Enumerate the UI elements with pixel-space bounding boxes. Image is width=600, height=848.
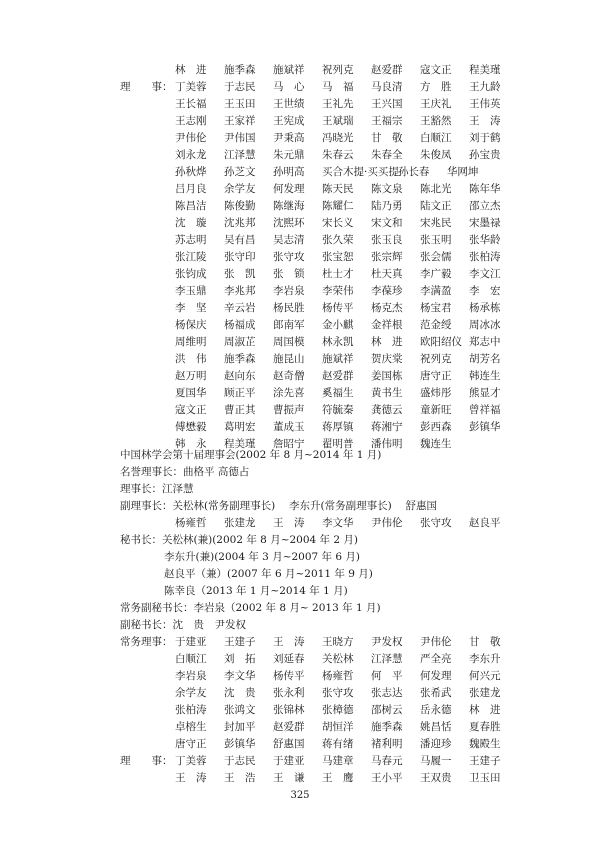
- member-name: 王 涛: [469, 115, 501, 127]
- member-name: 金祥根: [371, 319, 403, 331]
- member-name: 李 坚: [175, 302, 207, 314]
- member-name: 郎南军: [273, 319, 305, 331]
- member-name: 刘于鹤: [469, 132, 501, 144]
- member-name: 韩 永: [175, 438, 207, 450]
- member-name: 胡芳名: [469, 353, 501, 365]
- name-row: [0, 249, 600, 266]
- member-name: 林 进: [371, 336, 403, 348]
- member-name: 杨福成: [224, 319, 256, 331]
- row-label: 理 事：: [120, 81, 173, 93]
- member-name: 张守攻: [322, 687, 354, 699]
- member-name: 彭镇华: [469, 421, 501, 433]
- member-name: 岳永德: [420, 704, 452, 716]
- member-name: 盛炜彤: [420, 387, 452, 399]
- name-row: [0, 181, 600, 198]
- member-name: 王玉田: [224, 98, 256, 110]
- member-name: 马履一: [420, 755, 452, 767]
- member-name: 唐守正: [420, 370, 452, 382]
- member-name: 李葆珍: [371, 285, 403, 297]
- name-row: [0, 215, 600, 232]
- member-name: 施斌祥: [273, 64, 305, 76]
- member-name: 周淑芷: [224, 336, 256, 348]
- name-row: [0, 419, 600, 436]
- member-name: 符毓秦: [322, 404, 354, 416]
- member-name: 陆文正: [420, 200, 452, 212]
- name-row: [0, 736, 600, 753]
- member-name: 杨民胜: [273, 302, 305, 314]
- member-name: 夏春胜: [469, 721, 501, 733]
- member-name: 魏殿生: [469, 738, 501, 750]
- member-name: 董成玉: [273, 421, 305, 433]
- member-name: 孙芝文: [224, 166, 256, 178]
- member-name: 周维明: [175, 336, 207, 348]
- member-name: 曹正其: [224, 404, 256, 416]
- member-name: 李广毅: [420, 268, 452, 280]
- name-row: [0, 385, 600, 402]
- member-name: 杨保庆: [175, 319, 207, 331]
- member-name: 彭西森: [420, 421, 452, 433]
- member-name: 葛明宏: [224, 421, 256, 433]
- member-name: 何兴元: [469, 670, 501, 682]
- member-name: 宋兆民: [420, 217, 452, 229]
- member-name: 卫玉田: [469, 772, 501, 784]
- member-name: 周冰冰: [469, 319, 501, 331]
- member-name: 买合木提·买买提: [322, 166, 399, 178]
- secretary-general-term-3: 赵良平（兼）(2007 年 6 月~2011 年 9 月): [164, 568, 373, 580]
- member-name: 李文华: [224, 670, 256, 682]
- member-name: 刘 拓: [224, 653, 256, 665]
- secretary-general-term-4: 陈幸良（2013 年 1 月~2014 年 1 月): [164, 585, 348, 597]
- member-name: 陈年华: [469, 183, 501, 195]
- honorary-chairman-line: 名誉理事长：曲格平 高德占: [120, 466, 250, 478]
- member-name: 寇文正: [420, 64, 452, 76]
- member-name: 李兆邦: [224, 285, 256, 297]
- name-row: [0, 702, 600, 719]
- name-row: [0, 368, 600, 385]
- member-name: 王福宗: [371, 115, 403, 127]
- name-row: [0, 79, 600, 96]
- member-name: 傅懋毅: [175, 421, 207, 433]
- member-name: 陆乃勇: [371, 200, 403, 212]
- member-name: 张华龄: [469, 234, 501, 246]
- member-name: 唐守正: [175, 738, 207, 750]
- member-name: 华网坤: [446, 166, 479, 178]
- name-row: [0, 130, 600, 147]
- name-row: [0, 96, 600, 113]
- member-name: 王小平: [371, 772, 403, 784]
- member-name: 王豁然: [420, 115, 452, 127]
- member-name: 邵立杰: [469, 200, 501, 212]
- name-row: [0, 164, 600, 181]
- member-name: 杨雍哲: [175, 517, 207, 529]
- member-name: 张志达: [371, 687, 403, 699]
- member-name: 施斌祥: [322, 353, 354, 365]
- name-row: [0, 147, 600, 164]
- vice-chairman-line: [120, 498, 437, 515]
- member-name: 邵树云: [371, 704, 403, 716]
- member-name: 白顺江: [175, 653, 207, 665]
- member-name: 祝列克: [322, 64, 354, 76]
- member-name: 李岩泉: [273, 285, 305, 297]
- name-row: [0, 770, 600, 787]
- member-name: 施季森: [371, 721, 403, 733]
- member-name: 严全亮: [420, 653, 452, 665]
- member-name: 孙长春: [397, 166, 430, 178]
- member-name: 蒋厚镇: [322, 421, 354, 433]
- name-row: [0, 198, 600, 215]
- name-row: [0, 651, 600, 668]
- member-name: 甘 敬: [371, 132, 403, 144]
- member-name: 张柏涛: [469, 251, 501, 263]
- member-name: 王建子: [224, 636, 256, 648]
- member-name: 陈文泉: [371, 183, 403, 195]
- member-name: 金小麒: [322, 319, 354, 331]
- member-name: 尹伟伦: [371, 517, 403, 529]
- member-name: 王长福: [175, 98, 207, 110]
- member-name: 苏志明: [175, 234, 207, 246]
- member-name: 李满盈: [420, 285, 452, 297]
- member-name: 张 锁: [273, 268, 305, 280]
- member-name: 尹伟国: [224, 132, 256, 144]
- member-name: 吴志清: [273, 234, 305, 246]
- member-name: 刘永龙: [175, 149, 207, 161]
- member-name: 王 涛: [273, 517, 305, 529]
- member-name: 江泽慧: [371, 653, 403, 665]
- name-row: [0, 351, 600, 368]
- member-name: 张钧成: [175, 268, 207, 280]
- section-heading: 中国林学会第十届理事会(2002 年 8 月~2014 年 1 月): [120, 449, 382, 461]
- member-name: 尹发权: [371, 636, 403, 648]
- name-row: [0, 266, 600, 283]
- member-name: 杜士才: [322, 268, 354, 280]
- member-name: 何发理: [273, 183, 305, 195]
- member-name: 曾祥福: [469, 404, 501, 416]
- member-name: 涂先喜: [273, 387, 305, 399]
- member-name: 李荣伟: [322, 285, 354, 297]
- chairman-line: 理事长：江泽慧: [120, 483, 194, 495]
- member-name: 王礼先: [322, 98, 354, 110]
- member-name: 周国模: [273, 336, 305, 348]
- member-name: 王兴国: [371, 98, 403, 110]
- member-name: 马春元: [371, 755, 403, 767]
- member-name: 赵爱群: [273, 721, 305, 733]
- member-name: 杨宝君: [420, 302, 452, 314]
- member-name: 王 谦: [273, 772, 305, 784]
- member-name: 施季森: [224, 64, 256, 76]
- member-name: 张樟德: [322, 704, 354, 716]
- member-name: 刘延春: [273, 653, 305, 665]
- member-name: 马 心: [273, 81, 305, 93]
- member-name: 林永凯: [322, 336, 354, 348]
- member-name: 沈 璇: [175, 217, 207, 229]
- member-name: 张 凯: [224, 268, 256, 280]
- name-row: [0, 317, 600, 334]
- name-row: [0, 334, 600, 351]
- member-name: 王宪成: [273, 115, 305, 127]
- member-name: 何 平: [371, 670, 403, 682]
- member-name: 程美瑾: [469, 64, 501, 76]
- member-name: 施昆山: [273, 353, 305, 365]
- member-name: 王建子: [469, 755, 501, 767]
- member-name: 张守攻: [273, 251, 305, 263]
- name-row: [0, 515, 600, 532]
- member-name: 郑志中: [469, 336, 501, 348]
- member-name: 张守印: [224, 251, 256, 263]
- member-name: 宋墨禄: [469, 217, 501, 229]
- secretary-general-label: 秘书长：: [120, 534, 162, 546]
- member-name: 于建亚: [175, 636, 207, 648]
- member-name: 辛云岩: [224, 302, 256, 314]
- member-name: 于建亚: [273, 755, 305, 767]
- row-label: 常务理事：: [120, 636, 173, 648]
- member-name: 李岩泉: [175, 670, 207, 682]
- name-row: [0, 62, 600, 79]
- member-name: 李东升: [469, 653, 501, 665]
- member-name: 赵向东: [224, 370, 256, 382]
- member-name: 程美瑾: [224, 438, 256, 450]
- member-name: 冯晓光: [322, 132, 354, 144]
- member-name: 陈继海: [273, 200, 305, 212]
- member-name: 褚利明: [371, 738, 403, 750]
- member-name: 张永利: [273, 687, 305, 699]
- member-name: 曹振声: [273, 404, 305, 416]
- member-name: 顾正平: [224, 387, 256, 399]
- member-name: 尹伟伦: [175, 132, 207, 144]
- member-name: 沈兆邦: [224, 217, 256, 229]
- member-name: 赵爱群: [322, 370, 354, 382]
- member-name: 李 宏: [469, 285, 501, 297]
- member-name: 沈 贵: [224, 687, 256, 699]
- member-name: 洪 伟: [175, 353, 207, 365]
- secretary-general-line: [120, 532, 358, 549]
- member-name: 张锦林: [273, 704, 305, 716]
- member-name: 王斌瑞: [322, 115, 354, 127]
- member-name: 赵良平: [469, 517, 501, 529]
- member-name: 王世绩: [273, 98, 305, 110]
- member-name: 陈天民: [322, 183, 354, 195]
- member-name: 马良清: [371, 81, 403, 93]
- member-name: 吴有昌: [224, 234, 256, 246]
- member-name: 王 涛: [175, 772, 207, 784]
- member-name: 杨雍哲: [322, 670, 354, 682]
- member-name: 丁美蓉: [175, 81, 207, 93]
- member-name: 潘伟明: [371, 438, 403, 450]
- member-name: 寇文正: [175, 404, 207, 416]
- member-name: 马建章: [322, 755, 354, 767]
- member-name: 孙明高: [273, 166, 305, 178]
- member-name: 陈俊勤: [224, 200, 256, 212]
- member-name: 白顺江: [420, 132, 452, 144]
- member-name: 彭镇华: [224, 738, 256, 750]
- member-name: 潘迎珍: [420, 738, 452, 750]
- member-name: 朱元鼎: [273, 149, 305, 161]
- member-name: 王 鹰: [322, 772, 354, 784]
- member-name: 马 福: [322, 81, 354, 93]
- member-name: 李文江: [469, 268, 501, 280]
- member-name: 朱春云: [322, 149, 354, 161]
- vice-chairman-names: 关松林(常务副理事长) 李东升(常务副理事长) 舒惠国: [172, 500, 438, 512]
- member-name: 张久荣: [322, 234, 354, 246]
- member-name: 关松林: [322, 653, 354, 665]
- member-name: 童新旺: [420, 404, 452, 416]
- member-name: 施季森: [224, 353, 256, 365]
- name-row: [0, 232, 600, 249]
- member-name: 张玉明: [420, 234, 452, 246]
- vice-chairman-label: 副理事长：: [120, 500, 173, 512]
- member-name: 丁美蓉: [175, 755, 207, 767]
- executive-deputy-secretary-general: 常务副秘书长：李岩泉（2002 年 8 月~ 2013 年 1 月): [120, 602, 381, 614]
- member-name: 赵万明: [175, 370, 207, 382]
- member-name: 舒惠国: [273, 738, 305, 750]
- member-name: 杨克杰: [371, 302, 403, 314]
- name-row: [0, 113, 600, 130]
- member-name: 韩连生: [469, 370, 501, 382]
- member-name: 王 涛: [273, 636, 305, 648]
- member-name: 范金绶: [420, 319, 452, 331]
- member-name: 孙秋烨: [175, 166, 207, 178]
- member-name: 熊显才: [469, 387, 501, 399]
- member-name: 张宗辉: [371, 251, 403, 263]
- member-name: 张建龙: [469, 687, 501, 699]
- member-name: 蒋湘宁: [371, 421, 403, 433]
- member-name: 胡恒洋: [322, 721, 354, 733]
- member-name: 王志刚: [175, 115, 207, 127]
- member-name: 陈耀仁: [322, 200, 354, 212]
- member-name: 赵爱群: [371, 64, 403, 76]
- member-name: 李玉鼎: [175, 285, 207, 297]
- member-name: 杨承栋: [469, 302, 501, 314]
- member-name: 吕月良: [175, 183, 207, 195]
- member-name: 王九龄: [469, 81, 501, 93]
- member-name: 余学友: [175, 687, 207, 699]
- member-name: 张江陵: [175, 251, 207, 263]
- member-name: 宋文和: [371, 217, 403, 229]
- member-name: 翟明普: [322, 438, 354, 450]
- member-name: 张希武: [420, 687, 452, 699]
- secretary-general-term-1: 关松林(兼)(2002 年 8 月~2004 年 2 月): [162, 534, 359, 546]
- member-name: 魏连生: [420, 438, 452, 450]
- member-name: 余学友: [224, 183, 256, 195]
- deputy-secretary-general: 副秘书长：沈 贵 尹发权: [120, 619, 246, 631]
- name-row: [0, 685, 600, 702]
- member-name: 蒋有绪: [322, 738, 354, 750]
- row-label: 理 事：: [120, 755, 173, 767]
- member-name: 江泽慧: [224, 149, 256, 161]
- member-name: 封加平: [224, 721, 256, 733]
- member-name: 甘 敬: [469, 636, 501, 648]
- member-name: 王双贵: [420, 772, 452, 784]
- member-name: 张守攻: [420, 517, 452, 529]
- name-row: [0, 283, 600, 300]
- member-name: 张柏涛: [175, 704, 207, 716]
- member-name: 王庆礼: [420, 98, 452, 110]
- page-number: 325: [290, 790, 310, 801]
- secretary-general-term-2: 李东升(兼)(2004 年 3 月~2007 年 6 月): [164, 551, 361, 563]
- member-name: 姜国栋: [371, 370, 403, 382]
- member-name: 张建龙: [224, 517, 256, 529]
- member-name: 朱俊凤: [420, 149, 452, 161]
- name-row: [0, 300, 600, 317]
- member-name: 林 进: [175, 64, 207, 76]
- member-name: 夏国华: [175, 387, 207, 399]
- member-name: 王伟英: [469, 98, 501, 110]
- member-name: 李文华: [322, 517, 354, 529]
- member-name: 奚福生: [322, 387, 354, 399]
- member-name: 杜天真: [371, 268, 403, 280]
- member-name: 祝列克: [420, 353, 452, 365]
- member-name: 王 浩: [224, 772, 256, 784]
- member-name: 龚德云: [371, 404, 403, 416]
- name-row: [0, 402, 600, 419]
- member-name: 张宝恕: [322, 251, 354, 263]
- member-name: 张会儒: [420, 251, 452, 263]
- member-name: 孙宝贵: [469, 149, 501, 161]
- member-name: 詹昭宁: [273, 438, 305, 450]
- member-name: 沈熙环: [273, 217, 305, 229]
- name-row: [0, 668, 600, 685]
- member-name: 尹伟伦: [420, 636, 452, 648]
- member-name: 陈昌洁: [175, 200, 207, 212]
- member-name: 王家祥: [224, 115, 256, 127]
- member-name: 尹秉高: [273, 132, 305, 144]
- member-name: 姚昌恬: [420, 721, 452, 733]
- member-name: 方 胜: [420, 81, 452, 93]
- member-name: 于志民: [224, 755, 256, 767]
- member-name: 欧阳绍仪: [420, 336, 462, 348]
- member-name: 黄书生: [371, 387, 403, 399]
- member-name: 朱春全: [371, 149, 403, 161]
- member-name: 于志民: [224, 81, 256, 93]
- name-row: [0, 719, 600, 736]
- member-name: 宋长义: [322, 217, 354, 229]
- member-name: 杨传平: [273, 670, 305, 682]
- member-name: 赵奇僧: [273, 370, 305, 382]
- member-name: 何发理: [420, 670, 452, 682]
- member-name: 陈北光: [420, 183, 452, 195]
- member-name: 张玉良: [371, 234, 403, 246]
- member-name: 林 进: [469, 704, 501, 716]
- member-name: 王晓方: [322, 636, 354, 648]
- name-row: [0, 753, 600, 770]
- member-name: 贺庆棠: [371, 353, 403, 365]
- member-name: 杨传平: [322, 302, 354, 314]
- member-name: 张鸿文: [224, 704, 256, 716]
- name-row: [0, 634, 600, 651]
- member-name: 卓榕生: [175, 721, 207, 733]
